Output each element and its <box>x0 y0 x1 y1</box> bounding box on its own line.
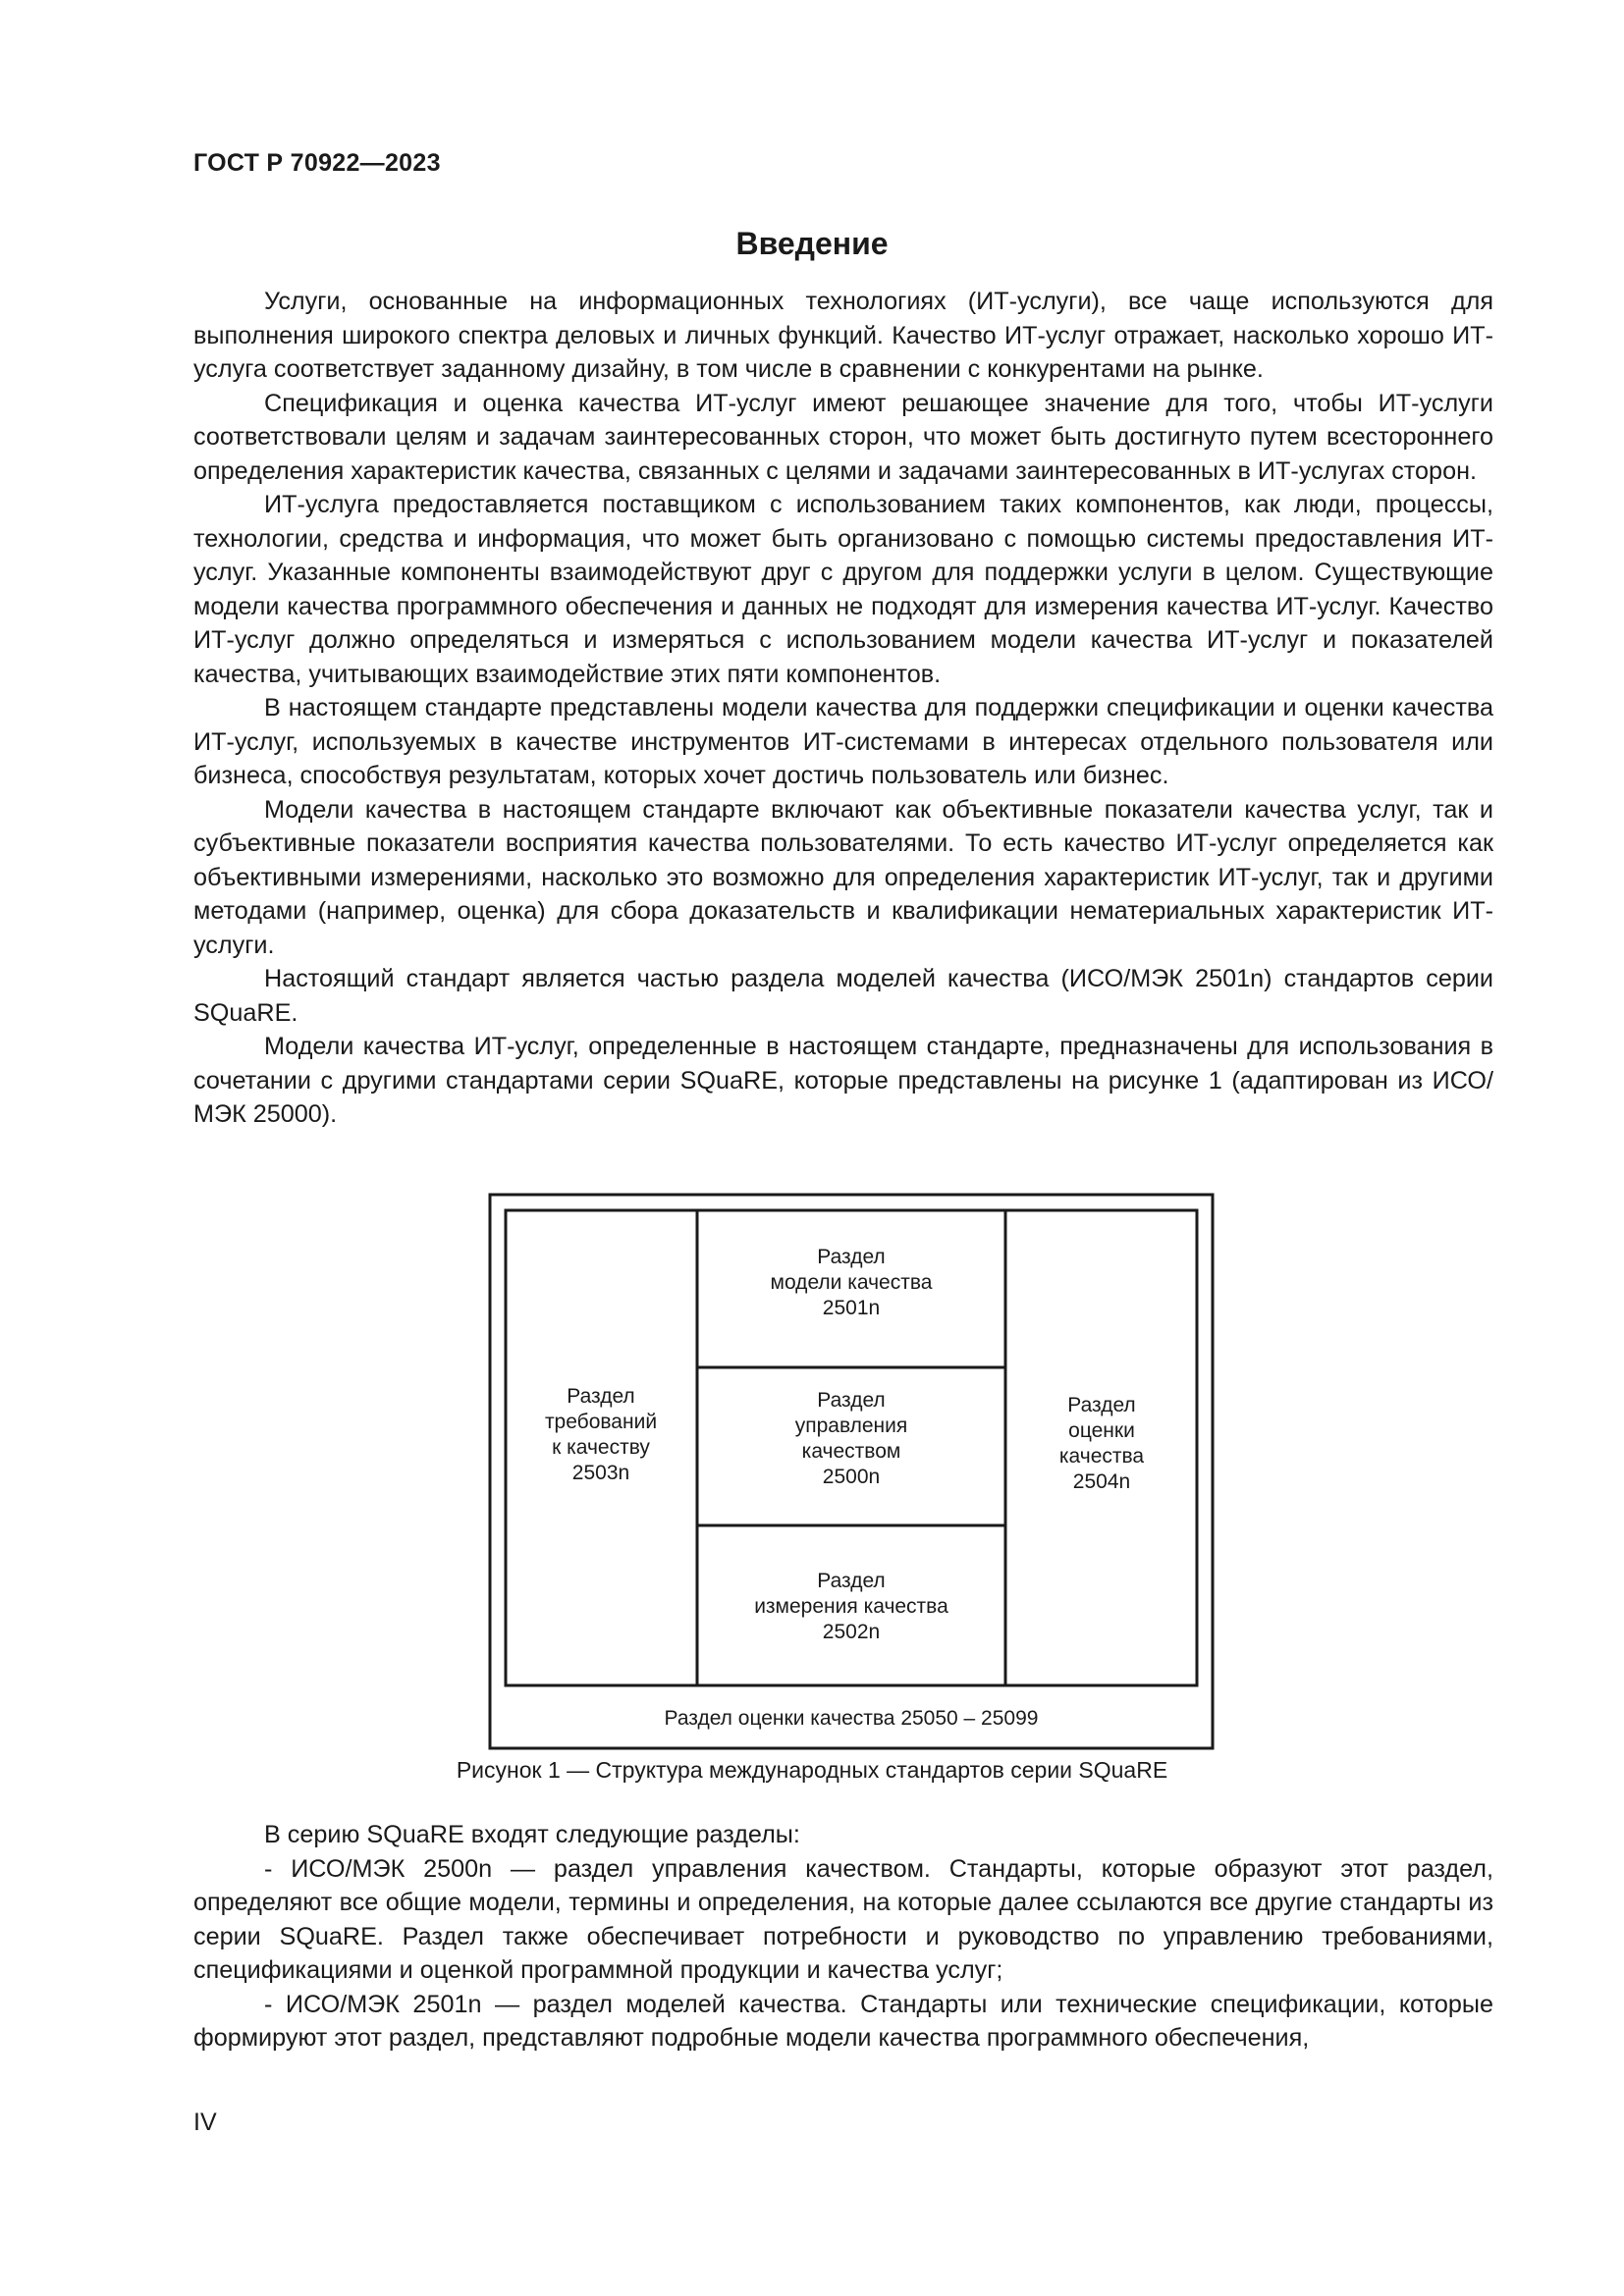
label-line: оценки <box>1068 1419 1135 1442</box>
label-line: 2503n <box>571 1462 630 1484</box>
label-line: 2504n <box>1072 1470 1131 1493</box>
label-line: Раздел <box>1067 1394 1136 1416</box>
series-body <box>193 1818 1493 2056</box>
label-line: Раздел <box>567 1385 635 1408</box>
square-structure-diagram <box>488 1193 1215 1750</box>
evaluation-division <box>1059 1394 1145 1493</box>
paragraph: ИТ-услуга предоставляется поставщиком с использованием таких компонентов, как люди, процессы, технологии, средства и информация, что может быть организовано с помощью системы предоставления ИТ-услуг. Указанные компоненты взаимодействуют друг с другом для поддержки услуги в целом. Существующие модели качества программного обеспечения и данных не подходят для измерения качества ИТ-услуг. Качество ИТ-услуг должно определяться и измеряться с использованием модели качества ИТ-услуг и показателей качества, учитывающих взаимодействие этих пяти компонентов. <box>193 491 1493 688</box>
paragraph: В настоящем стандарте представлены модели качества для поддержки спецификации и оценки качества ИТ-услуг, используемых в качестве инструментов ИТ-системами в интересах отдельного пользователя или бизнеса, способствуя результатам, которых хочет достичь пользователь или бизнес. <box>193 694 1493 789</box>
paragraph: Услуги, основанные на информационных технологиях (ИТ-услуги), все чаще используются для выполнения широкого спектра деловых и личных функций. Качество ИТ-услуг отражает, насколько хорошо ИТ-услуга соответствует заданному дизайну, в том числе в сравнении с конкурентами на рынке. <box>193 288 1493 383</box>
requirements-division <box>545 1385 657 1484</box>
label-line: 2502n <box>822 1621 881 1643</box>
section-title: Введение <box>735 226 889 261</box>
label-line: качеством <box>801 1440 901 1463</box>
label-line: управления <box>794 1415 908 1437</box>
label-line: 2500n <box>822 1466 881 1488</box>
list-item: - ИСО/МЭК 2500n — раздел управления качеством. Стандарты, которые образуют этот раздел, определяют все общие модели, термины и определения, на которые далее ссылаются все другие стандарты из серии SQuaRE. Раздел также обеспечивает потребности и руководство по управлению требованиями, спецификациями и оценкой программной продукции и качества услуг; <box>193 1854 1493 1984</box>
paragraph: Спецификация и оценка качества ИТ-услуг имеют решающее значение для того, чтобы ИТ-услуги соответствовали целям и задачам заинтересованных сторон, что может быть достигнуто путем всестороннего определения характеристик качества, связанных с целями и задачами заинтересованных в ИТ-услугах сторон. <box>193 389 1493 485</box>
label-line: модели качества <box>770 1271 933 1294</box>
list-item: - ИСО/МЭК 2501n — раздел моделей качества. Стандарты или технические спецификации, которые формируют этот раздел, представляют подробные модели качества программного обеспечения, <box>193 1990 1493 2052</box>
intro-body <box>193 285 1493 1132</box>
label-line: Раздел <box>817 1389 886 1412</box>
paragraph: Настоящий стандарт является частью раздела моделей качества (ИСО/МЭК 2501n) стандартов серии SQuaRE. <box>193 965 1493 1027</box>
label-line: Раздел <box>817 1246 886 1268</box>
label-line: измерения качества <box>754 1595 948 1618</box>
measurement-division <box>754 1570 948 1643</box>
extension-division-label: Раздел оценки качества 25050 – 25099 <box>664 1707 1039 1730</box>
label-line: к качеству <box>552 1436 650 1459</box>
label-line: требований <box>544 1411 658 1433</box>
document-code: ГОСТ Р 70922—2023 <box>193 149 441 177</box>
model-division <box>771 1246 933 1319</box>
label-line: Раздел <box>817 1570 886 1592</box>
label-line: качества <box>1058 1445 1145 1468</box>
management-division <box>795 1389 908 1488</box>
figure-caption: Рисунок 1 — Структура международных стандартов серии SQuaRE <box>456 1757 1168 1783</box>
paragraph: В серию SQuaRE входят следующие разделы: <box>264 1821 800 1848</box>
label-line: 2501n <box>822 1297 881 1319</box>
paragraph: Модели качества в настоящем стандарте включают как объективные показатели качества услуг, так и субъективные показатели восприятия качества пользователями. То есть качество ИТ-услуг определяется как объективными измерениями, насколько это возможно для определения характеристик ИТ-услуг, так и другими методами (например, оценка) для сбора доказательств и квалификации нематериальных характеристик ИТ-услуги. <box>193 795 1493 959</box>
page-number: IV <box>193 2109 217 2136</box>
paragraph: Модели качества ИТ-услуг, определенные в настоящем стандарте, предназначены для использования в сочетании с другими стандартами серии SQuaRE, которые представлены на рисунке 1 (адаптирован из ИСО/МЭК 25000). <box>193 1033 1493 1128</box>
